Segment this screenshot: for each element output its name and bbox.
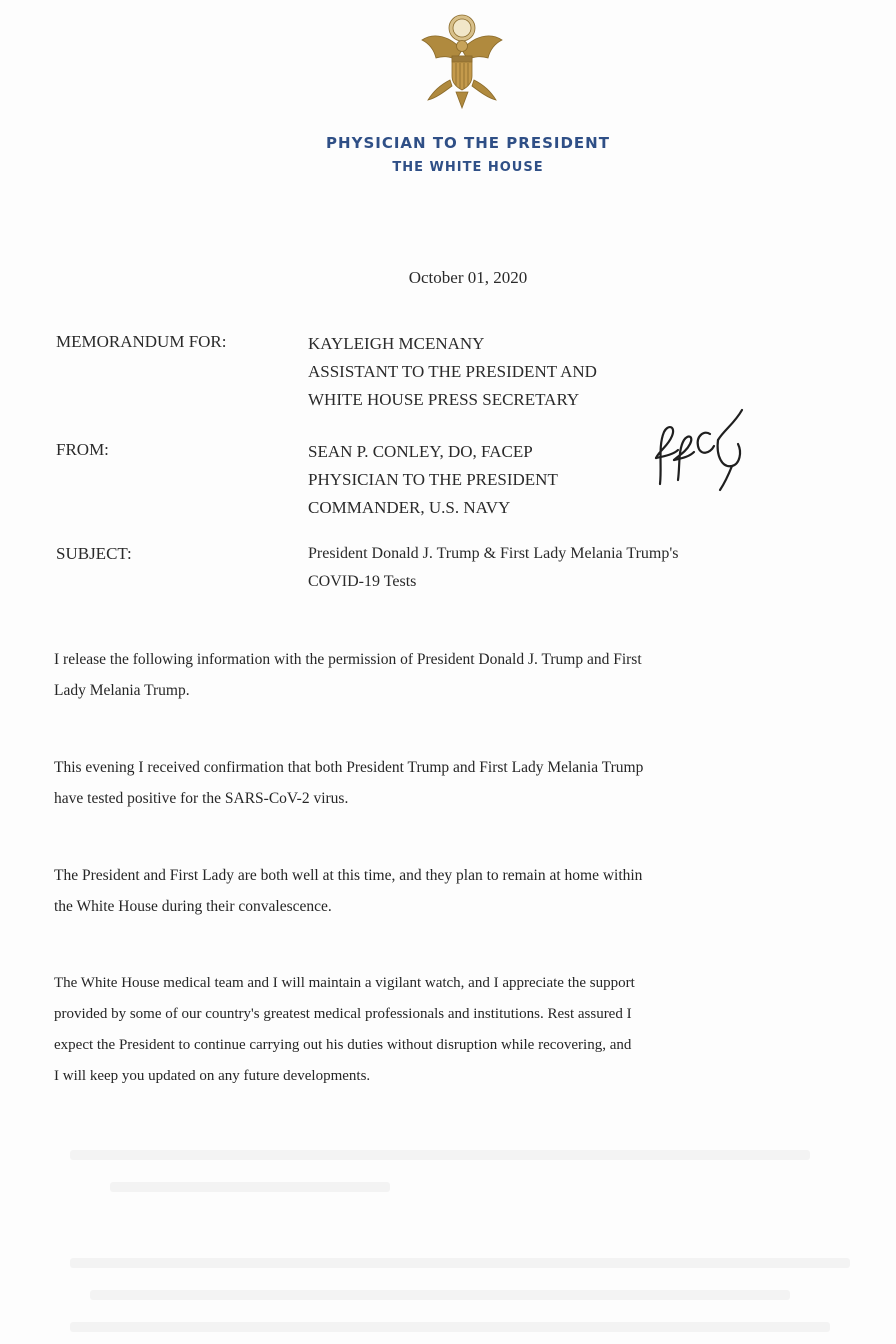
paragraph-line: The White House medical team and I will maintain a vigilant watch, and I appreciate the support	[54, 975, 635, 991]
memo-from-sender	[308, 438, 558, 522]
body-paragraph	[54, 752, 866, 814]
paragraph-line: have tested positive for the SARS-CoV-2 virus.	[54, 790, 349, 807]
paragraph-line: Lady Melania Trump.	[54, 682, 190, 699]
memo-subject-line: COVID-19 Tests	[308, 573, 417, 590]
memo-for-recipient	[308, 330, 597, 414]
letterhead-subtitle: THE WHITE HOUSE	[392, 160, 544, 175]
memo-from-line: SEAN P. CONLEY, DO, FACEP	[308, 442, 533, 461]
memo-subject-line: President Donald J. Trump & First Lady Melania Trump's	[308, 545, 679, 562]
paragraph-line: provided by some of our country's greatest medical professionals and institutions. Rest assured I	[54, 1006, 632, 1022]
bleed-through-mark	[110, 1182, 390, 1192]
memo-for-line: WHITE HOUSE PRESS SECRETARY	[308, 390, 580, 409]
memo-from-line: COMMANDER, U.S. NAVY	[308, 498, 511, 517]
memo-subject-label: SUBJECT:	[56, 544, 132, 563]
handwritten-initials-signature	[648, 400, 752, 498]
body-paragraph	[54, 860, 866, 922]
memo-for-label: MEMORANDUM FOR:	[56, 332, 227, 351]
paragraph-line: I will keep you updated on any future developments.	[54, 1068, 371, 1084]
memo-from-label: FROM:	[56, 440, 109, 459]
paragraph-line: I release the following information with the permission of President Donald J. Trump and First	[54, 651, 642, 668]
memo-date: October 01, 2020	[408, 268, 528, 287]
memo-subject	[308, 540, 678, 596]
memo-for-line: ASSISTANT TO THE PRESIDENT AND	[308, 362, 597, 381]
body-paragraph	[54, 968, 866, 1092]
paragraph-line: The President and First Lady are both well at this time, and they plan to remain at home within	[54, 867, 643, 884]
bleed-through-mark	[90, 1290, 790, 1300]
bleed-through-mark	[70, 1150, 810, 1160]
paragraph-line: expect the President to continue carrying out his duties without disruption while recovering, and	[54, 1037, 632, 1053]
bleed-through-mark	[70, 1322, 830, 1332]
letterhead-title: PHYSICIAN TO THE PRESIDENT	[326, 134, 610, 152]
memo-for-line: KAYLEIGH MCENANY	[308, 334, 485, 353]
memo-from-line: PHYSICIAN TO THE PRESIDENT	[308, 470, 558, 489]
paragraph-line: the White House during their convalescence.	[54, 898, 332, 915]
body-paragraph	[54, 644, 866, 706]
presidential-eagle-seal-icon	[412, 10, 512, 114]
bleed-through-mark	[70, 1258, 850, 1268]
paragraph-line: This evening I received confirmation that both President Trump and First Lady Melania Trump	[54, 759, 644, 776]
